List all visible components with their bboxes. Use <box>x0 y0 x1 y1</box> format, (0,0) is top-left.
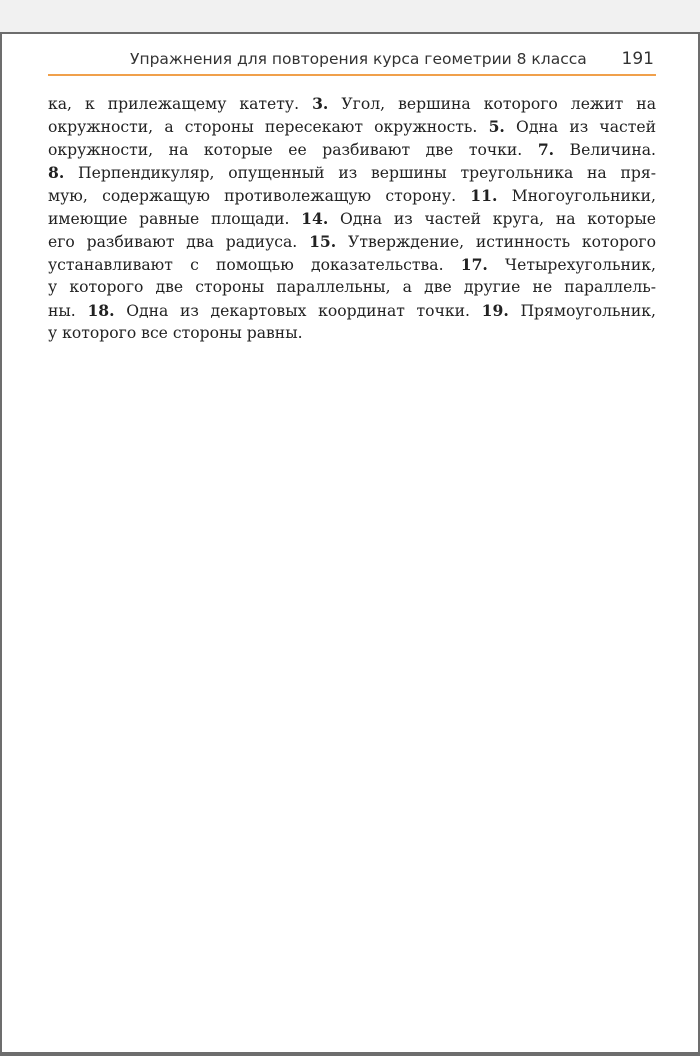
answer-text: его разбивают два радиуса. <box>48 233 310 251</box>
viewer-frame-left <box>0 34 2 1052</box>
answer-text: мую, содержащую противолежащую сторону. <box>48 187 471 205</box>
answer-text: окружности, а стороны пересекают окружность. <box>48 118 489 136</box>
text-line <box>48 276 656 299</box>
answer-text: у которого все стороны равны. <box>48 324 303 342</box>
text-line <box>48 207 656 230</box>
answer-number: 7. <box>537 140 555 159</box>
text-line <box>48 184 656 207</box>
viewer-top-bar <box>0 0 700 34</box>
answer-text: Одна из частей круга, на которые <box>328 210 657 228</box>
answer-number: 3. <box>312 94 329 113</box>
answer-number: 14. <box>301 209 329 228</box>
answer-text: Утверждение, истинность которого <box>336 233 656 251</box>
answer-number: 11. <box>470 186 498 205</box>
answer-text: имеющие равные площади. <box>48 210 302 228</box>
answer-number: 19. <box>481 301 509 320</box>
answer-text: Одна из декартовых координат точки. <box>114 302 482 320</box>
text-line <box>48 92 656 115</box>
text-line <box>48 299 656 322</box>
text-line <box>48 322 656 345</box>
answer-text: Перпендикуляр, опущенный из вершины треугольника на пря- <box>64 164 656 182</box>
answer-number: 8. <box>48 163 65 182</box>
text-line <box>48 253 656 276</box>
text-line <box>48 161 656 184</box>
answer-text: ны. <box>48 302 88 320</box>
answer-text: окружности, на которые ее разбивают две точки. <box>48 141 538 159</box>
running-header-title: Упражнения для повторения курса геометрии 8 класса <box>130 50 587 68</box>
answer-text: Многоугольники, <box>497 187 657 205</box>
running-header <box>48 48 656 76</box>
answer-number: 18. <box>87 301 115 320</box>
text-line <box>48 138 656 161</box>
viewer-frame-bottom <box>0 1052 700 1056</box>
answer-text: ка, к прилежащему катету. <box>48 95 313 113</box>
page-number: 191 <box>621 49 654 69</box>
text-line <box>48 115 656 138</box>
answer-number: 17. <box>460 255 488 274</box>
answer-text: устанавливают с помощью доказательства. <box>48 256 461 274</box>
text-line <box>48 230 656 253</box>
answer-text: Прямоугольник, <box>508 302 657 320</box>
answer-text: Величина. <box>554 141 657 159</box>
answer-text: Одна из частей <box>504 118 656 136</box>
answer-text: Четырехугольник, <box>487 256 656 274</box>
answer-number: 15. <box>309 232 337 251</box>
answers-paragraph <box>48 92 656 345</box>
answer-text: Угол, вершина которого лежит на <box>328 95 657 113</box>
answer-text: у которого две стороны параллельны, а две другие не параллель- <box>48 278 656 296</box>
answer-number: 5. <box>488 117 505 136</box>
